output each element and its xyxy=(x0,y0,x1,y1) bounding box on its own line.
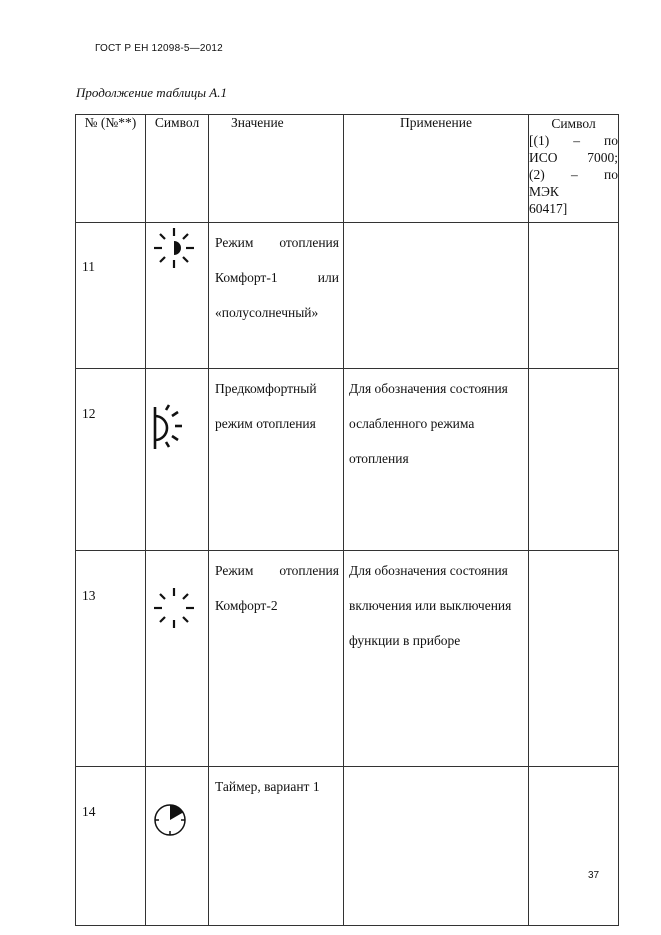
column-header-num: № (№**) xyxy=(76,115,146,223)
symbol-cell xyxy=(146,551,209,767)
row-number: 13 xyxy=(76,551,146,767)
column-header-symbol-ref xyxy=(529,115,619,223)
page-number: 37 xyxy=(588,870,600,881)
symbol-ref-line: Символ xyxy=(551,116,596,131)
document-header: ГОСТ Р ЕН 12098-5—2012 xyxy=(95,43,223,54)
symbol-ref-line: МЭК xyxy=(529,184,559,199)
symbol-ref-line: [(1) – по xyxy=(529,133,618,148)
timer-icon xyxy=(152,802,188,838)
application-cell: Для обозначения состояния ослабленного режима отопления xyxy=(344,369,529,551)
application-cell: Для обозначения состояния включения или выключения функции в приборе xyxy=(344,551,529,767)
column-header-application: Применение xyxy=(344,115,529,223)
symbol-cell xyxy=(146,767,209,926)
symbol-cell xyxy=(146,369,209,551)
symbol-ref-cell xyxy=(529,767,619,926)
meaning-cell: Режим отопления Комфорт-2 xyxy=(209,551,344,767)
symbol-ref-cell xyxy=(529,551,619,767)
row-number: 14 xyxy=(76,767,146,926)
table-row xyxy=(76,223,619,369)
column-header-symbol: Символ xyxy=(146,115,209,223)
column-header-meaning: Значение xyxy=(209,115,344,223)
table-row xyxy=(76,369,619,551)
application-cell xyxy=(344,223,529,369)
symbol-cell xyxy=(146,223,209,369)
table-header-row xyxy=(76,115,619,223)
table-row xyxy=(76,551,619,767)
meaning-cell: Режим отопления Комфорт-1 или «полусолнечный» xyxy=(209,223,344,369)
table-row xyxy=(76,767,619,926)
meaning-cell: Предкомфортный режим отопления xyxy=(209,369,344,551)
symbols-table xyxy=(75,114,619,926)
table-continuation-title: Продолжение таблицы А.1 xyxy=(76,85,227,100)
symbol-ref-cell xyxy=(529,223,619,369)
application-cell xyxy=(344,767,529,926)
meaning-cell: Таймер, вариант 1 xyxy=(209,767,344,926)
symbol-ref-line: 60417] xyxy=(529,201,568,216)
symbol-ref-line: ИСО 7000; xyxy=(529,150,618,165)
sun-rays-icon xyxy=(152,586,196,630)
symbol-ref-line: (2) – по xyxy=(529,167,618,182)
row-number: 12 xyxy=(76,369,146,551)
half-sun-bracket-icon xyxy=(152,404,192,452)
row-number: 11 xyxy=(76,223,146,369)
half-sun-icon xyxy=(152,226,196,270)
symbol-ref-cell xyxy=(529,369,619,551)
